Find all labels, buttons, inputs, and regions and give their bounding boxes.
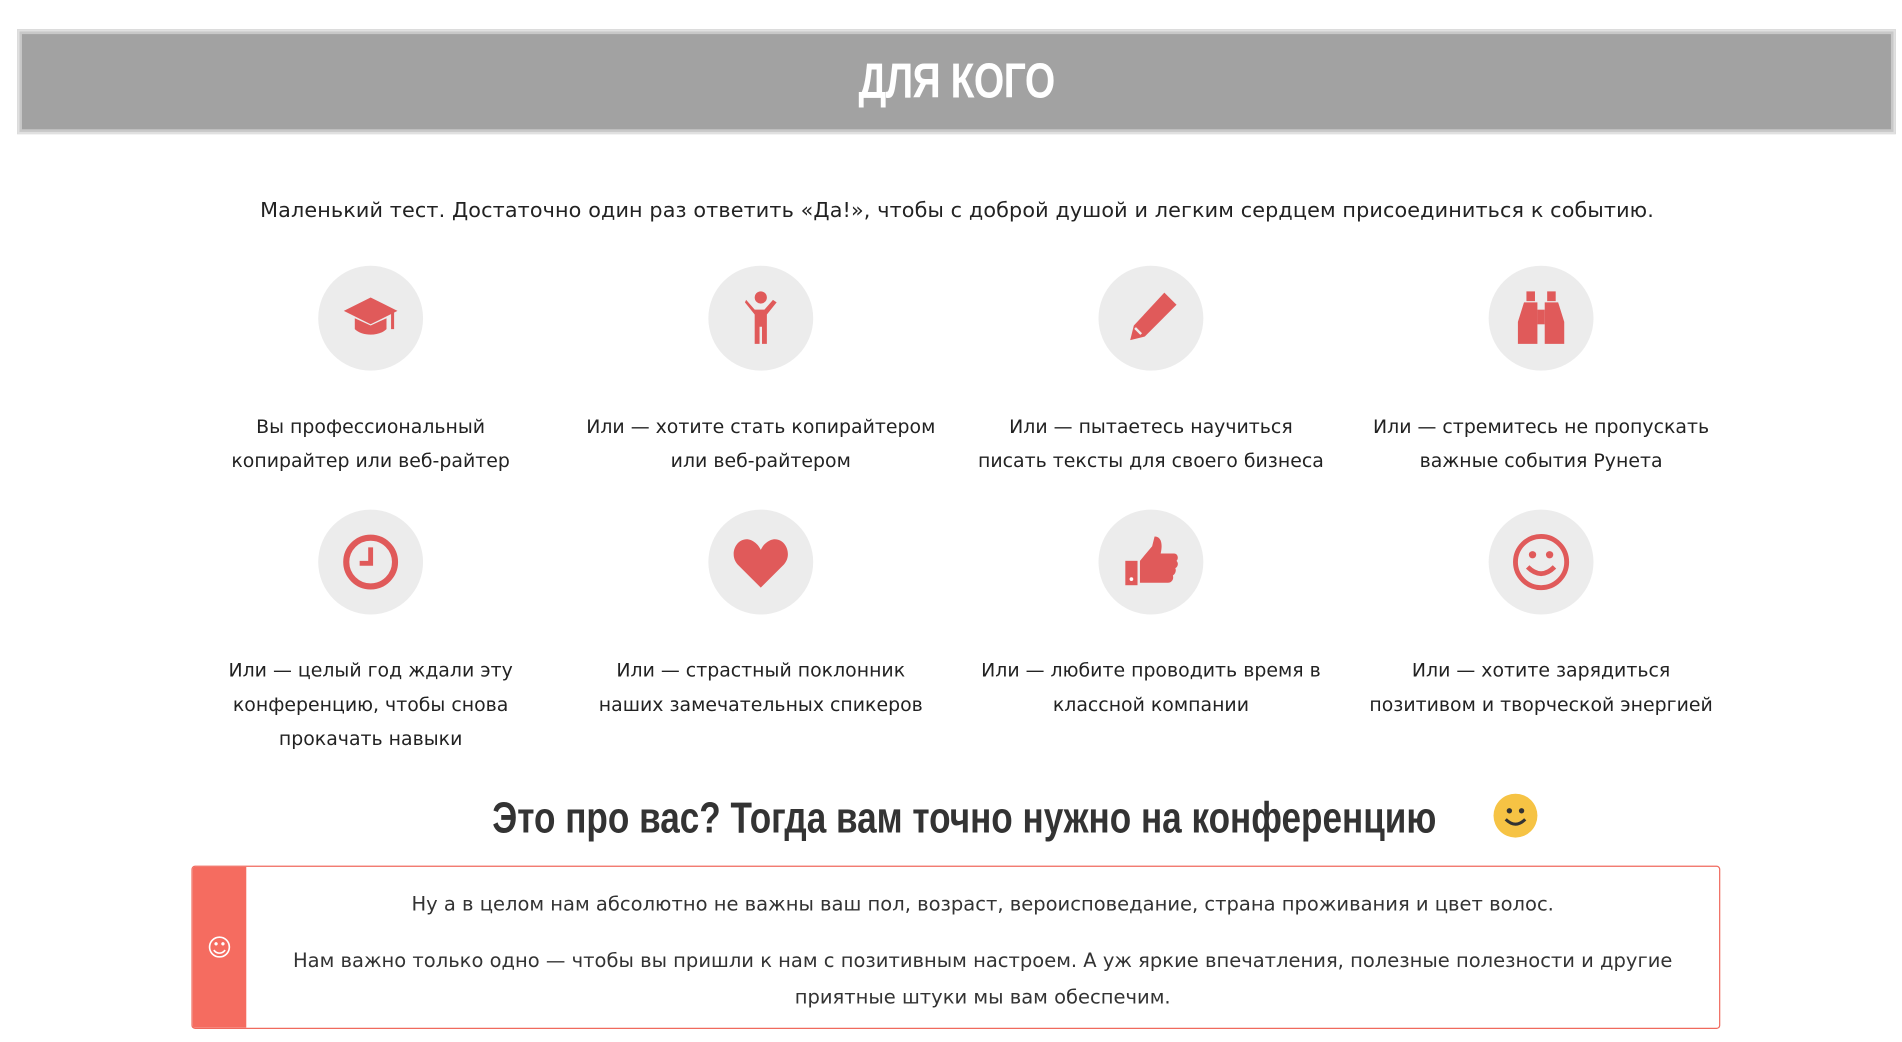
audience-item bbox=[956, 266, 1346, 478]
item-caption-line: писать тексты для своего бизнеса bbox=[978, 449, 1324, 472]
item-caption-line: копирайтер или веб-райтер bbox=[231, 449, 510, 472]
intro-text: Маленький тест. Достаточно один раз ответить «Да!», чтобы с доброй душой и легким сердцем присоединиться к событию. bbox=[260, 198, 1654, 224]
item-caption-line: Или — любите проводить время в bbox=[981, 659, 1321, 682]
item-caption-line: прокачать навыки bbox=[278, 727, 463, 750]
audience-item bbox=[176, 510, 566, 756]
binoculars-icon bbox=[1489, 266, 1594, 371]
smile-emoji-icon bbox=[1493, 794, 1537, 838]
person-icon bbox=[708, 266, 813, 371]
note-smile-icon: ☺ bbox=[193, 867, 247, 1028]
item-caption-line: Или — хотите зарядиться bbox=[1411, 659, 1671, 682]
item-caption-line: Или — стремитесь не пропускать bbox=[1373, 415, 1710, 438]
audience-item bbox=[1346, 266, 1736, 478]
audience-item bbox=[1346, 510, 1736, 722]
item-caption-line: конференцию, чтобы снова bbox=[232, 693, 509, 716]
item-caption-line: важные события Рунета bbox=[1419, 449, 1663, 472]
audience-item bbox=[566, 266, 956, 478]
note-paragraph-2: Нам важно только одно — чтобы вы пришли к нам с позитивным настроем. А уж яркие впечатления, полезные полезности и другие приятные штуки мы вам обеспечим. bbox=[292, 948, 1673, 1009]
section-header bbox=[17, 29, 1896, 134]
item-caption-line: Или — страстный поклонник bbox=[616, 659, 906, 682]
pencil-icon bbox=[1098, 266, 1203, 371]
audience-item bbox=[566, 510, 956, 722]
audience-item bbox=[956, 510, 1346, 722]
item-caption-line: наших замечательных спикеров bbox=[598, 693, 923, 716]
cta-heading: Это про вас? Тогда вам точно нужно на конференцию bbox=[0, 792, 1902, 843]
heart-icon bbox=[708, 510, 813, 615]
item-caption-line: Вы профессиональный bbox=[256, 415, 486, 438]
audience-item bbox=[176, 266, 566, 478]
note-box bbox=[191, 866, 1720, 1029]
note-paragraph-1: Ну а в целом нам абсолютно не важны ваш пол, возраст, вероисповедание, страна проживания и цвет волос. bbox=[411, 892, 1554, 916]
item-caption-line: или веб-райтером bbox=[670, 449, 851, 472]
graduation-cap-icon bbox=[318, 266, 423, 371]
item-caption-line: Или — хотите стать копирайтером bbox=[586, 415, 936, 438]
item-caption-line: Или — целый год ждали эту bbox=[228, 659, 513, 682]
smile-icon bbox=[1489, 510, 1594, 615]
section-title: ДЛЯ КОГО bbox=[858, 54, 1055, 108]
item-caption-line: Или — пытаетесь научиться bbox=[1009, 415, 1293, 438]
clock-icon bbox=[318, 510, 423, 615]
thumbs-up-icon bbox=[1098, 510, 1203, 615]
item-caption-line: классной компании bbox=[1052, 693, 1249, 716]
item-caption-line: позитивом и творческой энергией bbox=[1369, 693, 1713, 716]
